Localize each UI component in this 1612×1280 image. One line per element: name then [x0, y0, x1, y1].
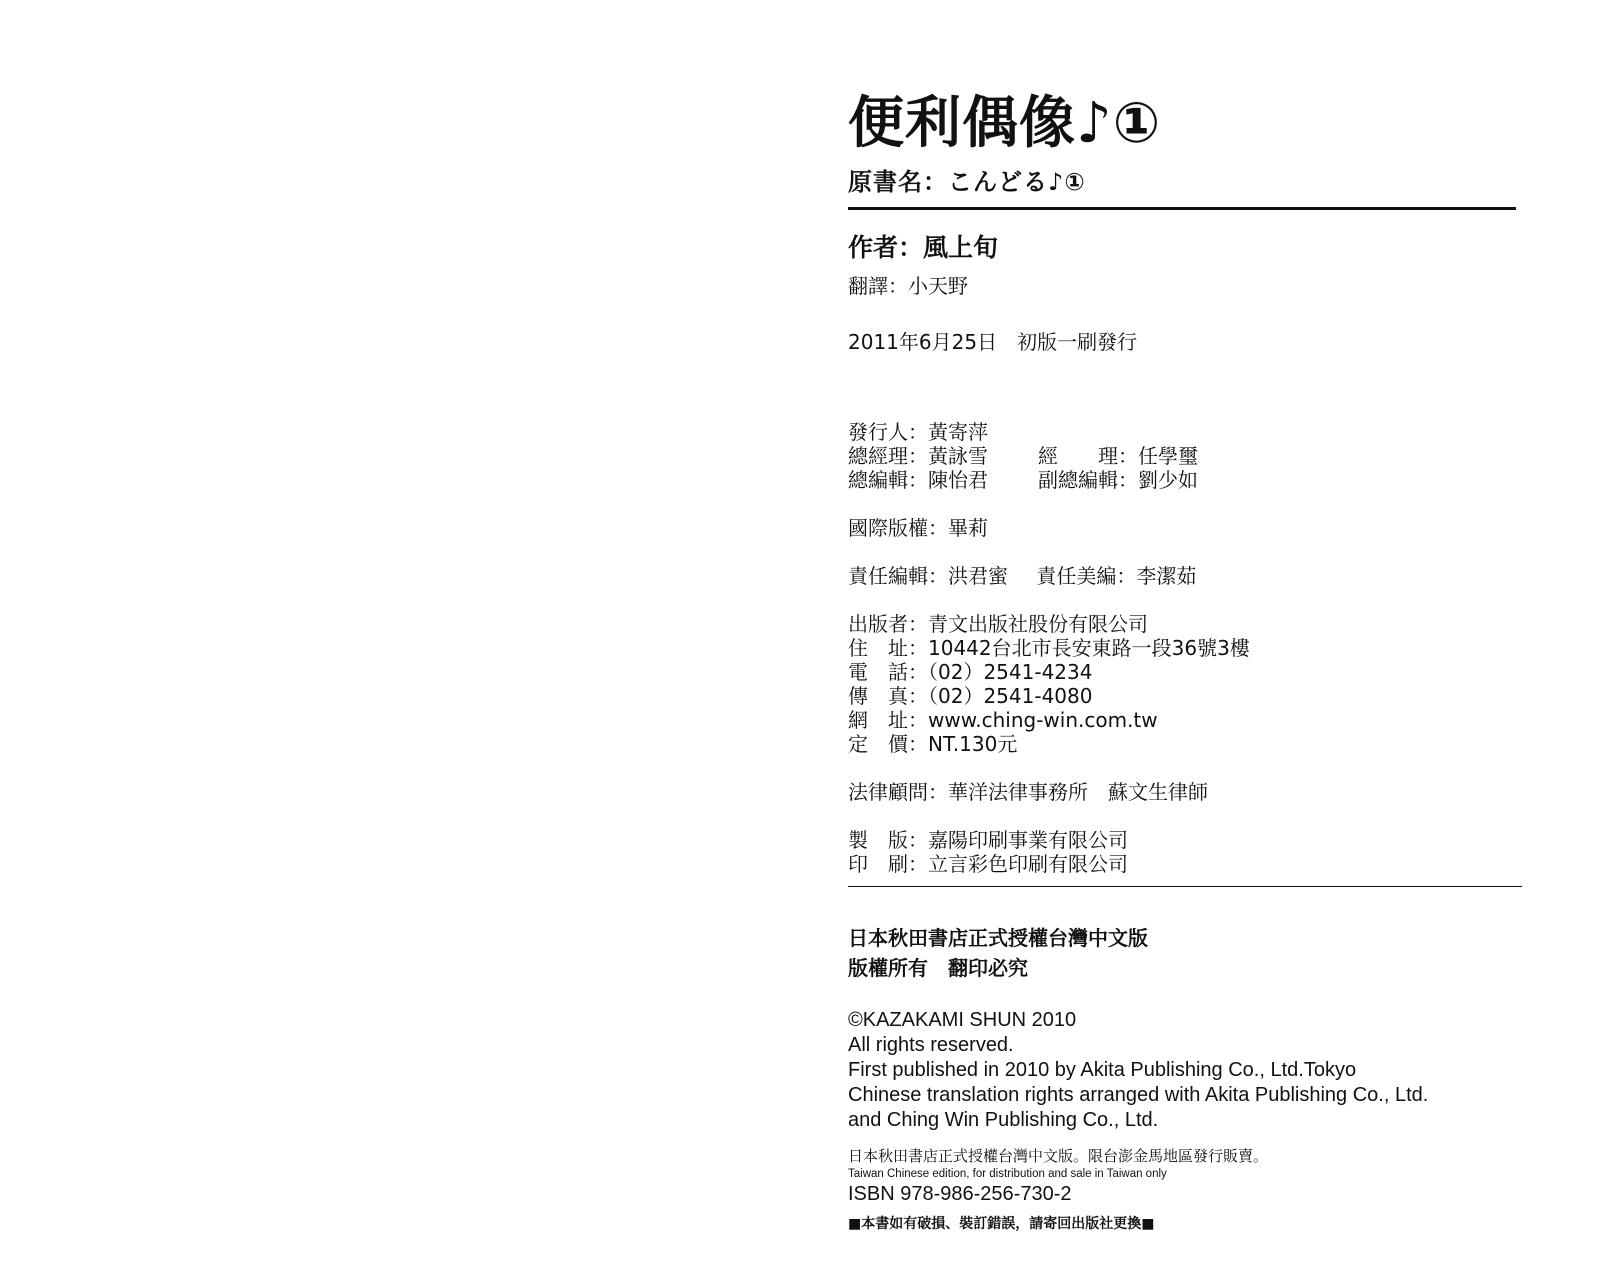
copyright-line-3: First published in 2010 by Akita Publishing Co., Ltd.Tokyo: [848, 1059, 1357, 1081]
publisher-fax: 傳 真：（02）2541-4080: [848, 684, 1093, 708]
responsible-art-editor: 責任美編：李潔茹: [1036, 564, 1197, 588]
book-price: 定 價：NT.130元: [848, 732, 1018, 756]
distribution-zh: 日本秋田書店正式授權台灣中文版。限台澎金馬地區發行販賣。: [848, 1147, 1269, 1165]
book-title: 便利偶像♪①: [848, 91, 1162, 156]
title-divider: [848, 207, 1516, 210]
staff-row-managers: [848, 444, 1198, 468]
staff-row-responsible: [848, 564, 1196, 588]
copyright-line-5: and Ching Win Publishing Co., Ltd.: [848, 1109, 1159, 1131]
damage-note: ■本書如有破損、裝訂錯誤，請寄回出版社更換■: [848, 1216, 1155, 1232]
staff-row-editors: [848, 468, 1198, 492]
publisher-name: 出版者：青文出版社股份有限公司: [848, 612, 1148, 636]
copyright-line-2: All rights reserved.: [848, 1034, 1014, 1056]
publisher-phone: 電 話：（02）2541-4234: [848, 660, 1093, 684]
translator-credit: 翻譯：小天野: [848, 274, 968, 298]
copyright-line-1: ©KAZAKAMI SHUN 2010: [848, 1009, 1077, 1031]
printer: 印 刷：立言彩色印刷有限公司: [848, 852, 1128, 876]
isbn: ISBN 978-986-256-730-2: [848, 1183, 1072, 1205]
general-manager: 總經理：黃詠雪: [848, 444, 988, 468]
edition-date: 2011年6月25日 初版一刷發行: [848, 330, 1138, 354]
original-title: 原書名：こんどる♪①: [848, 168, 1086, 196]
rights-reserved-statement: 版權所有 翻印必究: [848, 956, 1028, 980]
plate-maker: 製 版：嘉陽印刷事業有限公司: [848, 828, 1128, 852]
license-statement: 日本秋田書店正式授權台灣中文版: [848, 926, 1148, 950]
legal-counsel: 法律顧問：華洋法律事務所 蘇文生律師: [848, 780, 1208, 804]
deputy-chief-editor: 副總編輯：劉少如: [1038, 468, 1198, 492]
responsible-editor: 責任編輯：洪君蜜: [848, 564, 1008, 588]
publisher-person: 發行人：黃寄萍: [848, 420, 988, 444]
distribution-en: Taiwan Chinese edition, for distribution and sale in Taiwan only: [848, 1168, 1167, 1180]
publisher-website: 網 址：www.ching-win.com.tw: [848, 708, 1158, 732]
manager: 經 理：任學璽: [1038, 444, 1198, 468]
publisher-address: 住 址：10442台北市長安東路一段36號3樓: [848, 636, 1250, 660]
credits-divider: [848, 886, 1522, 887]
author-credit: 作者：風上旬: [848, 233, 999, 262]
intl-rights: 國際版權：畢莉: [848, 516, 988, 540]
chief-editor: 總編輯：陳怡君: [848, 468, 988, 492]
copyright-line-4: Chinese translation rights arranged with Akita Publishing Co., Ltd.: [848, 1084, 1429, 1106]
